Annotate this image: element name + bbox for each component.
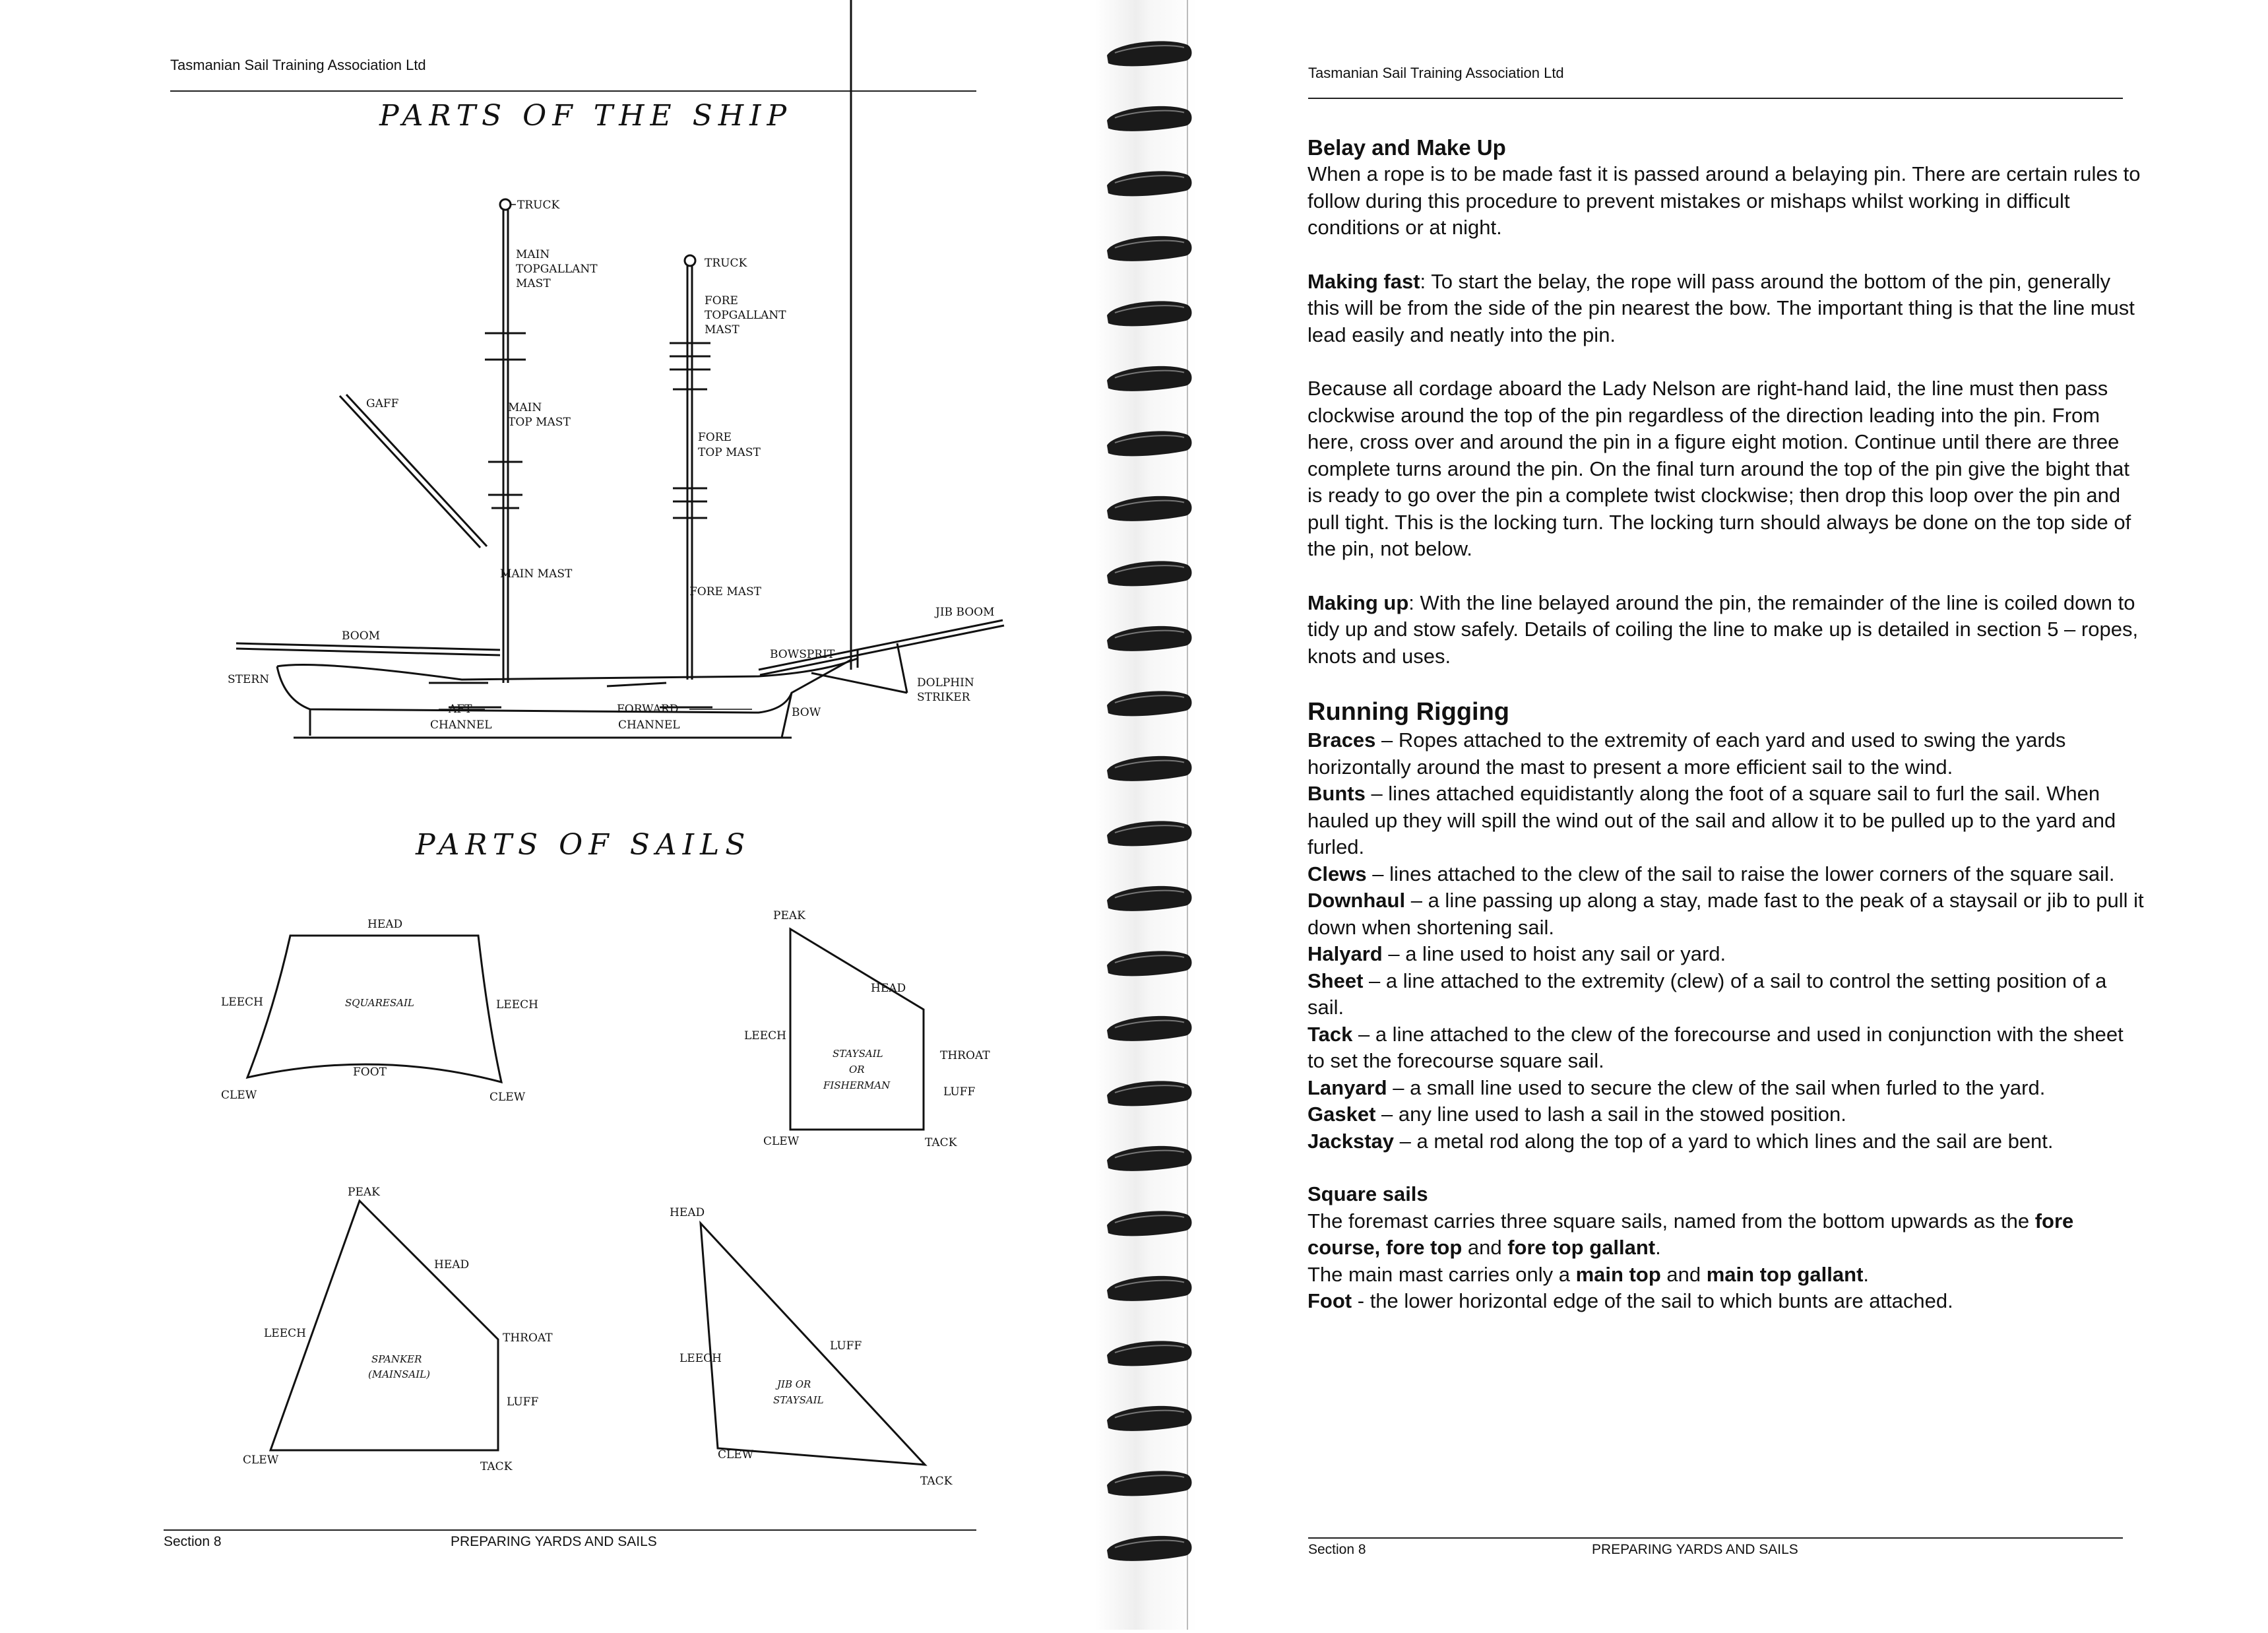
staysail-name-1: STAYSAIL <box>833 1048 883 1060</box>
rigging-term: Jackstay <box>1307 1129 1395 1153</box>
rigging-item-gasket <box>1307 1101 2145 1128</box>
staysail-name-3: FISHERMAN <box>823 1079 891 1091</box>
making-up-paragraph <box>1307 590 2145 670</box>
footer-section-left: Section 8 <box>164 1534 222 1549</box>
label-dolphin-1: DOLPHIN <box>917 676 974 689</box>
rigging-term: Bunts <box>1307 782 1366 805</box>
spanker-head: HEAD <box>434 1258 470 1271</box>
binding-coil <box>1107 1081 1192 1106</box>
binding-coil <box>1107 1341 1192 1366</box>
ship-diagram-title: PARTS OF THE SHIP <box>379 99 793 133</box>
jib-name-1: JIB OR <box>777 1378 811 1390</box>
belay-heading: Belay and Make Up <box>1307 135 1506 160</box>
sails-diagram-title: PARTS OF SAILS <box>416 828 751 862</box>
label-fore-topgallant-2: TOPGALLANT <box>705 309 786 322</box>
binding-coil <box>1107 301 1192 326</box>
rigging-desc: – Ropes attached to the extremity of each yard and used to swing the yards horizontally around the mast to present a more efficient sail to the wind. <box>1307 728 2066 779</box>
square-sails-mainmast <box>1307 1262 2145 1289</box>
making-fast-text: : To start the belay, the rope will pass around the bottom of the pin, generally this will be from the side of the pin nearest the bow. The important thing is that the line must lead easily and neatly into the pin. <box>1307 269 2135 346</box>
binding-coil <box>1107 886 1192 911</box>
rigging-item-jackstay <box>1307 1128 2145 1155</box>
spanker-clew: CLEW <box>243 1454 279 1467</box>
jib-luff: LUFF <box>830 1339 862 1353</box>
spanker-tack: TACK <box>480 1460 513 1473</box>
rigging-desc: – a metal rod along the top of a yard to which lines and the sail are bent. <box>1394 1129 2054 1153</box>
label-main-topgallant-1: MAIN <box>516 248 550 261</box>
label-main-topgallant-3: MAST <box>516 277 551 290</box>
making-up-term: Making up <box>1307 591 1409 614</box>
binding-coil <box>1107 821 1192 846</box>
staysail-clew: CLEW <box>763 1135 800 1148</box>
rigging-desc: – any line used to lash a sail in the stowed position. <box>1375 1103 1846 1126</box>
footer-title-right: PREPARING YARDS AND SAILS <box>1592 1542 1798 1557</box>
binding-coil <box>1107 236 1192 261</box>
text-bold: main top <box>1575 1262 1661 1286</box>
staysail-name-2: OR <box>849 1064 865 1075</box>
staysail-leech: LEECH <box>744 1029 786 1042</box>
rigging-desc: – lines attached equidistantly along the foot of a square sail to furl the sail. When hauled up they will spill the wind out of the sail and allow it to be pulled up to the yard and furled. <box>1307 782 2116 858</box>
squaresail-leech-right: LEECH <box>496 998 538 1011</box>
cordage-paragraph: Because all cordage aboard the Lady Nelson are right-hand laid, the line must then pass clockwise around the top of the pin regardless of the direction leading into the pin. From here, cross over and around the pin in a figure eight motion. Continue until there are three complete turns around the pin. On the final turn around the top of the pin give the bight that is ready to go over the pin a complete twist clockwise; then drop this loop over the pin and pull tight. This is the locking turn. The locking turn should always be done on the top side of the pin, not below. <box>1307 377 2131 560</box>
binding-coil <box>1107 1211 1192 1236</box>
right-page-content <box>1307 134 2145 1315</box>
spanker-name-1: SPANKER <box>371 1353 422 1365</box>
text-bold: main top gallant <box>1706 1262 1864 1286</box>
square-sails-foremast <box>1307 1208 2145 1262</box>
staysail-tack: TACK <box>925 1136 957 1149</box>
rigging-term: Tack <box>1307 1022 1353 1046</box>
rigging-item-sheet <box>1307 968 2145 1021</box>
ship-diagram <box>0 0 1095 759</box>
binding-coil <box>1107 171 1192 196</box>
label-boom: BOOM <box>342 629 381 643</box>
binding-coil <box>1107 626 1192 651</box>
label-bow: BOW <box>792 706 821 719</box>
rigging-term: Downhaul <box>1307 889 1406 912</box>
binding-coil <box>1107 1471 1192 1496</box>
label-main-topgallant-2: TOPGALLANT <box>516 263 598 276</box>
binding-coil <box>1107 496 1192 521</box>
binding-coils <box>1095 0 1197 1630</box>
right-page <box>1197 0 2268 1630</box>
binding-coil <box>1107 691 1192 716</box>
binding-coil <box>1107 951 1192 976</box>
binding-coil <box>1107 1146 1192 1171</box>
staysail-throat: THROAT <box>940 1049 990 1062</box>
making-up-text: : With the line belayed around the pin, the remainder of the line is coiled down to tidy up and stow safely. Details of coiling the line to make up is detailed in section 5 – ropes, knots and uses. <box>1307 591 2139 668</box>
binding-coil <box>1107 756 1192 781</box>
spanker-name-2: (MAINSAIL) <box>368 1368 430 1380</box>
rigging-term: Halyard <box>1307 942 1383 965</box>
label-main-mast: MAIN MAST <box>500 567 573 581</box>
rigging-item-halyard <box>1307 941 2145 968</box>
binding-coil <box>1107 366 1192 391</box>
label-fore-top-1: FORE <box>698 431 732 444</box>
label-bowsprit: BOWSPRIT <box>770 648 835 661</box>
rigging-desc: – a small line used to secure the clew of the sail when furled to the yard. <box>1387 1075 2046 1099</box>
foot-term: Foot <box>1307 1289 1352 1312</box>
binding-coil <box>1107 41 1192 66</box>
squaresail-clew-right: CLEW <box>489 1091 526 1104</box>
belay-intro: When a rope is to be made fast it is passed around a belaying pin. There are certain rules to follow during this procedure to prevent mistakes or mishaps whilst working in difficult conditions or at night. <box>1307 162 2141 239</box>
running-header-right: Tasmanian Sail Training Association Ltd <box>1308 65 1564 81</box>
jib-leech: LEECH <box>679 1352 722 1365</box>
rigging-item-downhaul <box>1307 887 2145 941</box>
jib-tack: TACK <box>920 1475 953 1488</box>
staysail-head: HEAD <box>871 982 906 995</box>
binding-coil <box>1107 106 1192 131</box>
header-rule-right <box>1308 98 2123 99</box>
rigging-desc: – lines attached to the clew of the sail to raise the lower corners of the square sail. <box>1366 862 2115 885</box>
staysail-luff: LUFF <box>943 1085 976 1099</box>
footer-rule-left <box>164 1529 976 1531</box>
running-header-left: Tasmanian Sail Training Association Ltd <box>170 57 426 73</box>
rigging-item-clews <box>1307 861 2145 888</box>
rigging-list <box>1307 727 2145 1155</box>
footer-title-left: PREPARING YARDS AND SAILS <box>451 1534 657 1549</box>
rigging-item-lanyard <box>1307 1075 2145 1102</box>
spiral-binding <box>1095 0 1197 1630</box>
label-aft-channel-2: CHANNEL <box>430 719 492 732</box>
binding-coil <box>1107 1276 1192 1301</box>
label-jib-boom: JIB BOOM <box>935 606 995 619</box>
spanker-luff: LUFF <box>507 1395 539 1409</box>
rigging-desc: – a line attached to the extremity (clew) of a sail to control the setting position of a sail. <box>1307 969 2107 1019</box>
rigging-desc: – a line passing up along a stay, made fast to the peak of a staysail or jib to pull it down when shortening sail. <box>1307 889 2144 939</box>
left-page <box>0 0 1095 1630</box>
binding-coil <box>1107 1016 1192 1041</box>
squaresail-name: SQUARESAIL <box>345 997 414 1009</box>
label-stern: STERN <box>228 673 270 686</box>
rigging-term: Lanyard <box>1307 1075 1387 1099</box>
jib-clew: CLEW <box>718 1448 754 1461</box>
text-run: The main mast carries only a <box>1307 1262 1576 1286</box>
text-bold: fore course, fore top <box>1307 1209 2074 1259</box>
text-run: and <box>1660 1262 1707 1286</box>
footer-rule-right <box>1308 1537 2123 1539</box>
label-truck-main: TRUCK <box>517 199 560 212</box>
text-run: . <box>1863 1262 1870 1286</box>
rigging-desc: – a line attached to the clew of the forecourse and used in conjunction with the sheet to set the forecourse square sail. <box>1307 1022 2124 1072</box>
making-fast-paragraph <box>1307 269 2145 349</box>
label-forward-channel-1: FORWARD <box>617 703 679 716</box>
label-dolphin-2: STRIKER <box>917 691 970 704</box>
label-fore-mast: FORE MAST <box>689 585 762 598</box>
label-forward-channel-2: CHANNEL <box>618 719 680 732</box>
label-truck-fore: TRUCK <box>705 257 747 270</box>
sails-diagram <box>0 891 1095 1498</box>
text-run: . <box>1655 1236 1661 1259</box>
label-fore-topgallant-3: MAST <box>705 323 740 336</box>
rigging-item-braces <box>1307 727 2145 781</box>
jib-name-2: STAYSAIL <box>773 1394 824 1406</box>
squaresail-clew-left: CLEW <box>221 1089 257 1102</box>
rigging-item-tack <box>1307 1021 2145 1075</box>
rigging-term: Sheet <box>1307 969 1364 992</box>
label-fore-topgallant-1: FORE <box>705 294 738 307</box>
rigging-item-bunts <box>1307 781 2145 861</box>
text-bold: fore top gallant <box>1507 1236 1656 1259</box>
spanker-throat: THROAT <box>503 1331 553 1345</box>
text-run: The foremast carries three square sails, named from the bottom upwards as the <box>1307 1209 2035 1233</box>
squaresail-head: HEAD <box>367 918 403 931</box>
running-rigging-heading: Running Rigging <box>1307 698 1510 726</box>
binding-coil <box>1107 1536 1192 1561</box>
staysail-peak: PEAK <box>773 909 805 922</box>
label-main-top-1: MAIN <box>508 401 542 414</box>
label-main-top-2: TOP MAST <box>508 416 571 429</box>
square-sails-heading: Square sails <box>1307 1182 1428 1205</box>
squaresail-leech-left: LEECH <box>221 996 263 1009</box>
binding-coil <box>1107 1406 1192 1431</box>
foot-text: - the lower horizontal edge of the sail to which bunts are attached. <box>1352 1289 1953 1312</box>
rigging-term: Clews <box>1307 862 1367 885</box>
foot-definition <box>1307 1288 2145 1315</box>
spanker-peak: PEAK <box>348 1186 380 1199</box>
text-run: and <box>1462 1236 1508 1259</box>
label-gaff: GAFF <box>366 397 399 410</box>
making-fast-term: Making fast <box>1307 269 1420 293</box>
label-fore-top-2: TOP MAST <box>698 446 761 459</box>
rigging-desc: – a line used to hoist any sail or yard. <box>1382 942 1726 965</box>
rigging-term: Braces <box>1307 728 1376 752</box>
binding-coil <box>1107 561 1192 586</box>
squaresail-foot: FOOT <box>353 1066 387 1079</box>
footer-section-right: Section 8 <box>1308 1542 1366 1557</box>
jib-head: HEAD <box>670 1206 705 1219</box>
rigging-term: Gasket <box>1307 1103 1376 1126</box>
binding-coil <box>1107 431 1192 456</box>
spanker-leech: LEECH <box>264 1327 306 1340</box>
label-aft-channel-1: AFT <box>449 703 472 716</box>
